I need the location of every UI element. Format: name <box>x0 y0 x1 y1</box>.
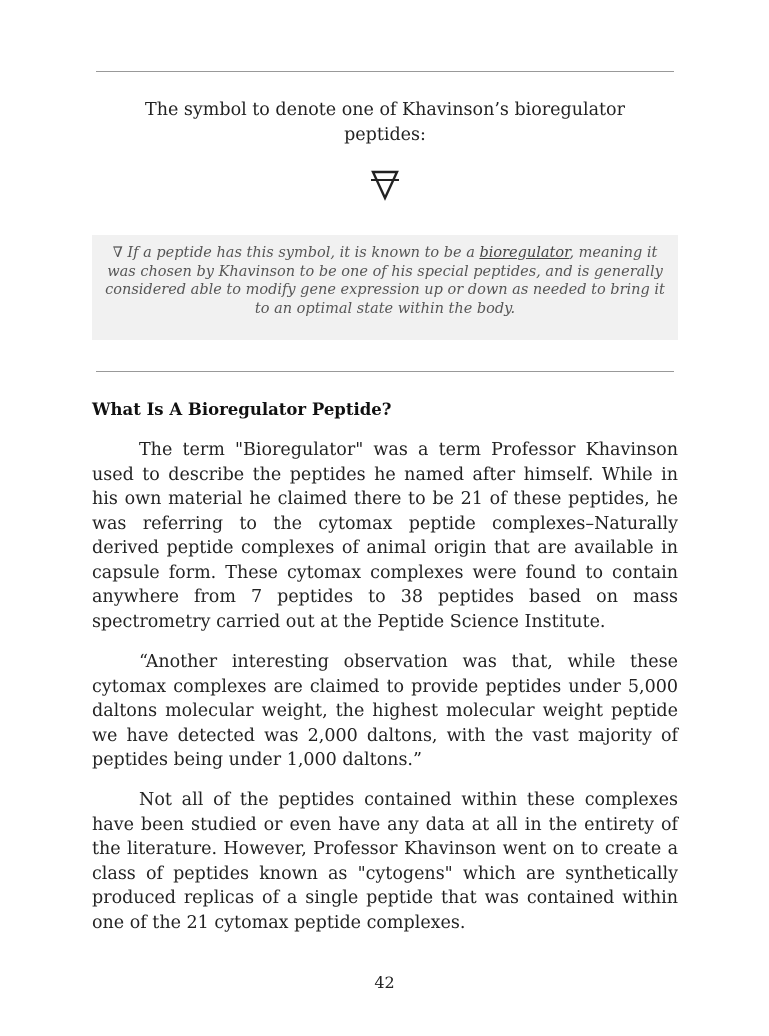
bioregulator-link[interactable]: bioregulator <box>479 245 570 261</box>
body-paragraph-3: Not all of the peptides contained within these complexes have been studied or even have any data at all in the entirety of the literature. However, Professor Khavinson went on to create a class of peptides known as "cytogens" which are synthetically produced replicas of a single peptide that was contained within one of the 21 cytomax peptide complexes. <box>92 790 678 933</box>
note-text-after: , meaning it was chosen by Khavinson to be one of his special peptides, and is generally considered able to modify gene expression up or down as needed to bring it to an optimal state within the body. <box>105 245 665 317</box>
bioregulator-symbol-svg <box>370 168 400 202</box>
top-divider <box>96 71 674 72</box>
note-text-before: If a peptide has this symbol, it is known to be a <box>127 245 480 261</box>
body-paragraph-2: “Another interesting observation was that, while these cytomax complexes are claimed to provide peptides under 5,000 daltons molecular weight, the highest molecular weight peptide we have detected was 2,000 daltons, with the vast majority of peptides being under 1,000 daltons.” <box>92 652 678 770</box>
section-heading: What Is A Bioregulator Peptide? <box>92 400 392 419</box>
bioregulator-symbol-icon <box>0 168 769 213</box>
nabla-marker-icon: ∇ <box>112 245 123 261</box>
bottom-divider <box>96 371 674 372</box>
bioregulator-note-box <box>92 235 678 340</box>
body-paragraph-1: The term "Bioregulator" was a term Professor Khavinson used to describe the peptides he named after himself. While in his own material he claimed there to be 21 of these peptides, he was referring to the cytomax peptide complexes–Naturally derived peptide complexes of animal origin that are available in capsule form. These cytomax complexes were found to contain anywhere from 7 peptides to 38 peptides based on mass spectrometry carried out at the Peptide Science Institute. <box>92 440 678 632</box>
symbol-intro-text: The symbol to denote one of Khavinson’s bioregulator peptides: <box>145 100 625 145</box>
page-number: 42 <box>374 973 395 992</box>
